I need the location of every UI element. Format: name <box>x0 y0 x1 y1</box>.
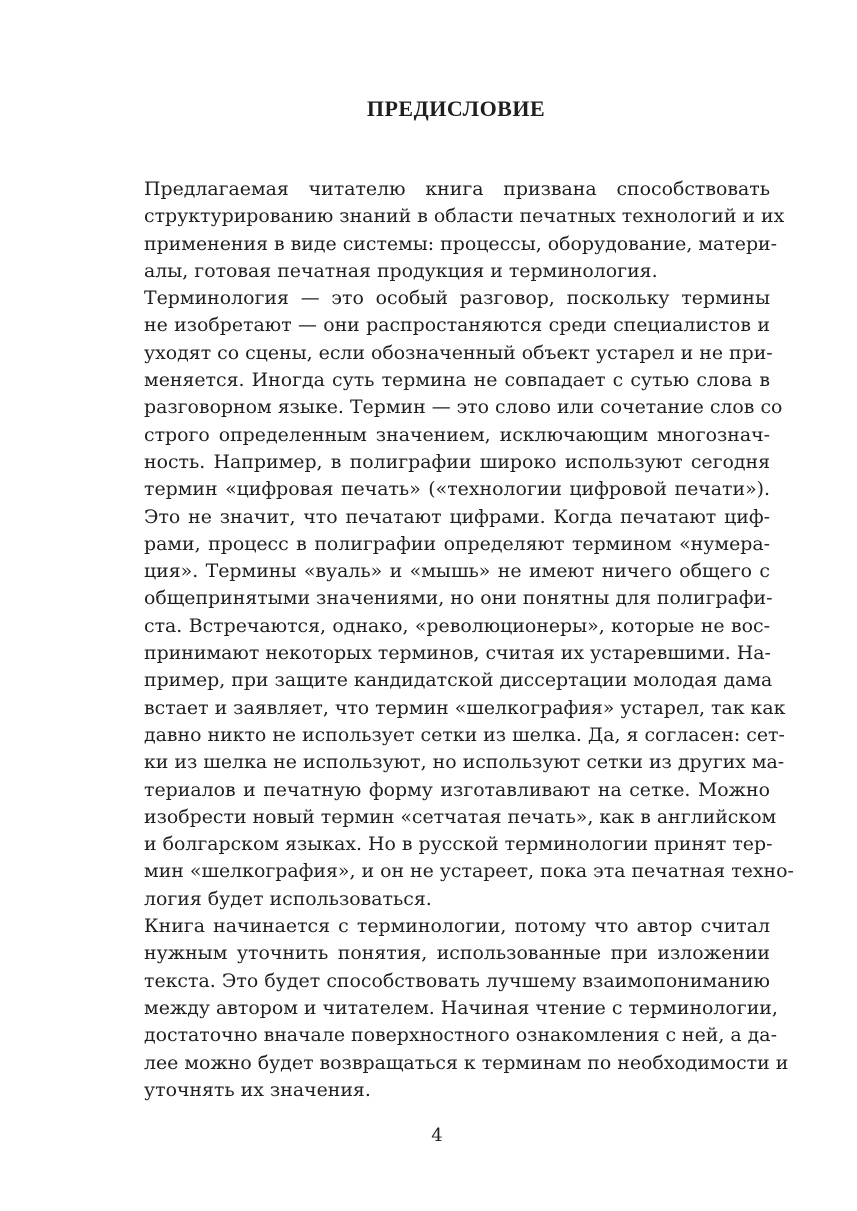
text-line: териалов и печатную форму изготавливают на сетке. Можно <box>144 778 770 801</box>
text-line: общепринятыми значениями, но они понятны для полиграфи- <box>144 587 773 610</box>
paragraph-3 <box>106 913 789 1104</box>
text-line: и болгарском языках. Но в русской терминологии принят тер- <box>144 833 773 856</box>
text-line: мин «шелкография», и он не устареет, пока эта печатная техно- <box>144 860 794 883</box>
text-line: Терминология — это особый разговор, поскольку термины <box>144 287 770 310</box>
text-line: меняется. Иногда суть термина не совпадает с сутью слова в <box>144 369 770 392</box>
text-line: Это не значит, что печатают цифрами. Когда печатают циф- <box>144 505 770 528</box>
text-line: ста. Встречаются, однако, «революционеры», которые не вос- <box>144 614 770 637</box>
preface-body <box>106 176 794 1104</box>
text-line: алы, готовая печатная продукция и терминология. <box>144 259 658 282</box>
text-line: не изобретают — они распростаняются среди специалистов и <box>144 314 770 337</box>
text-line: принимают некоторых терминов, считая их устаревшими. На- <box>144 642 771 665</box>
text-line: ки из шелка не используют, но используют сетки из других ма- <box>144 751 785 774</box>
text-line: разговорном языке. Термин — это слово или сочетание слов со <box>144 396 783 419</box>
text-line: давно никто не использует сетки из шелка. Да, я согласен: сет- <box>144 723 785 746</box>
text-line: структурированию знаний в области печатных технологий и их <box>144 205 785 228</box>
text-line: между автором и читателем. Начиная чтение с терминологии, <box>144 996 778 1019</box>
text-line: рами, процесс в полиграфии определяют термином «нумера- <box>144 532 770 555</box>
text-line: уточнять их значения. <box>144 1078 371 1101</box>
text-line: ция». Термины «вуаль» и «мышь» не имеют ничего общего с <box>144 560 770 583</box>
page-number: 4 <box>431 1125 443 1146</box>
text-line: пример, при защите кандидатской диссертации молодая дама <box>144 669 773 692</box>
text-line: термин «цифровая печать» («технологии цифровой печати»). <box>144 478 770 501</box>
text-line: уходят со сцены, если обозначенный объект устарел и не при- <box>144 341 773 364</box>
text-line: ность. Например, в полиграфии широко используют сегодня <box>144 450 770 473</box>
paragraph-1 <box>106 176 785 285</box>
text-line: Книга начинается с терминологии, потому что автор считал <box>144 915 770 938</box>
paragraph-2 <box>106 285 794 913</box>
text-line: строго определенным значением, исключающим многознач- <box>144 423 770 446</box>
text-line: достаточно вначале поверхностного ознакомления с ней, а да- <box>144 1024 777 1047</box>
text-line: нужным уточнить понятия, использованные при изложении <box>144 942 770 965</box>
page-title: ПРЕДИСЛОВИЕ <box>366 96 546 121</box>
text-line: применения в виде системы: процессы, оборудование, матери- <box>144 232 778 255</box>
text-line: изобрести новый термин «сетчатая печать», как в английском <box>144 805 777 828</box>
text-line: логия будет использоваться. <box>144 887 432 910</box>
text-line: лее можно будет возвращаться к терминам по необходимости и <box>144 1051 789 1074</box>
text-line: встает и заявляет, что термин «шелкография» устарел, так как <box>144 696 786 719</box>
text-line: Предлагаемая читателю книга призвана способствовать <box>144 178 770 200</box>
text-line: текста. Это будет способствовать лучшему взаимопониманию <box>144 969 770 992</box>
